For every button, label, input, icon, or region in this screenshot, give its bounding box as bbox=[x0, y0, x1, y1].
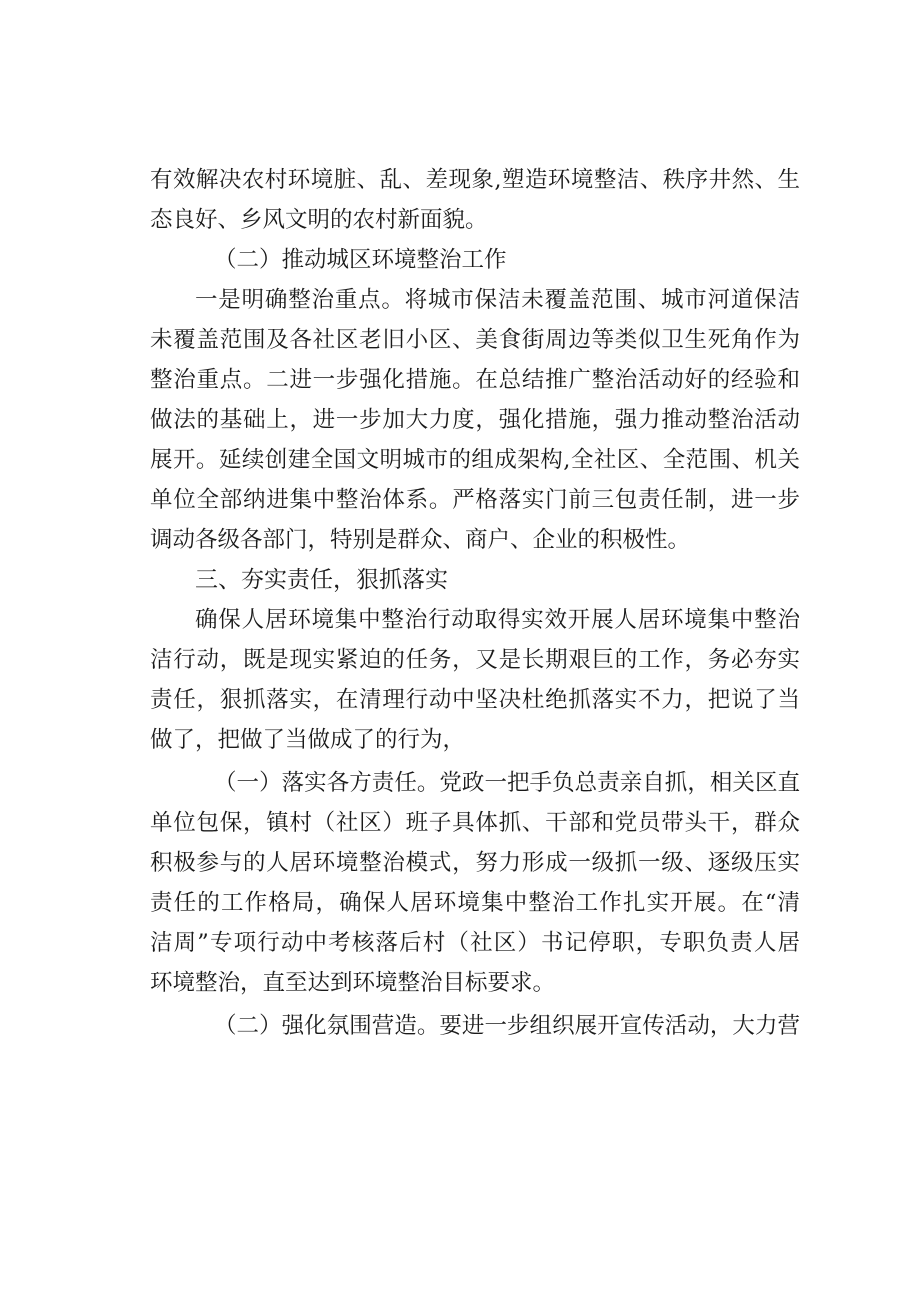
text-line: 洁行动，既是现实紧迫的任务，又是长期艰巨的工作，务必夯实 bbox=[150, 647, 800, 673]
text-line: 确保人居环境集中整治行动取得实效开展人居环境集中整治 bbox=[195, 607, 800, 633]
paragraph-implement-responsibilities bbox=[150, 763, 800, 1003]
text-line: 责任，狠抓落实，在清理行动中坚决杜绝抓落实不力，把说了当 bbox=[150, 687, 800, 713]
document-body bbox=[150, 160, 800, 1046]
paragraph-responsibility-intro bbox=[150, 600, 800, 760]
text-line: （一）落实各方责任。党政一把手负总责亲自抓，相关区直 bbox=[214, 770, 800, 796]
text-line: 积极参与的人居环境整治模式，努力形成一级抓一级、逐级压实 bbox=[150, 850, 800, 876]
text-line: 环境整治，直至达到环境整治目标要求。 bbox=[150, 970, 556, 996]
text-line: 做法的基础上，进一步加大力度，强化措施，强力推动整治活动 bbox=[150, 407, 800, 433]
paragraph-urban-rectification bbox=[150, 280, 800, 560]
text-line: 单位全部纳进集中整治体系。严格落实门前三包责任制，进一步 bbox=[150, 487, 800, 513]
text-line: 一是明确整治重点。将城市保洁未覆盖范围、城市河道保洁 bbox=[195, 287, 800, 313]
text-line: 洁周”专项行动中考核落后村（社区）书记停职，专职负责人居 bbox=[150, 930, 800, 956]
text-line: 单位包保，镇村（社区）班子具体抓、干部和党员带头干，群众 bbox=[150, 810, 800, 836]
text-line: 调动各级各部门，特别是群众、商户、企业的积极性。 bbox=[150, 527, 691, 553]
text-line: 展开。延续创建全国文明城市的组成架构,全社区、全范围、机关 bbox=[150, 447, 800, 473]
text-line: 未覆盖范围及各社区老旧小区、美食街周边等类似卫生死角作为 bbox=[150, 327, 800, 353]
text-line: 态良好、乡风文明的农村新面貌。 bbox=[150, 207, 488, 233]
subheading-urban-rectification: （二）推动城区环境整治工作 bbox=[214, 247, 507, 273]
text-line: （二）强化氛围营造。要进一步组织展开宣传活动，大力营 bbox=[214, 1013, 800, 1039]
text-line: 责任的工作格局，确保人居环境集中整治工作扎实开展。在“清 bbox=[150, 890, 800, 916]
text-line: 整治重点。二进一步强化措施。在总结推广整治活动好的经验和 bbox=[150, 367, 800, 393]
section-heading: 三、夯实责任，狠抓落实 bbox=[195, 567, 448, 593]
paragraph-atmosphere bbox=[150, 1006, 800, 1046]
text-line: 做了，把做了当做成了的行为， bbox=[150, 727, 466, 753]
text-line: 有效解决农村环境脏、乱、差现象,塑造环境整洁、秩序井然、生 bbox=[150, 167, 800, 193]
paragraph-rural-environment bbox=[150, 160, 800, 240]
